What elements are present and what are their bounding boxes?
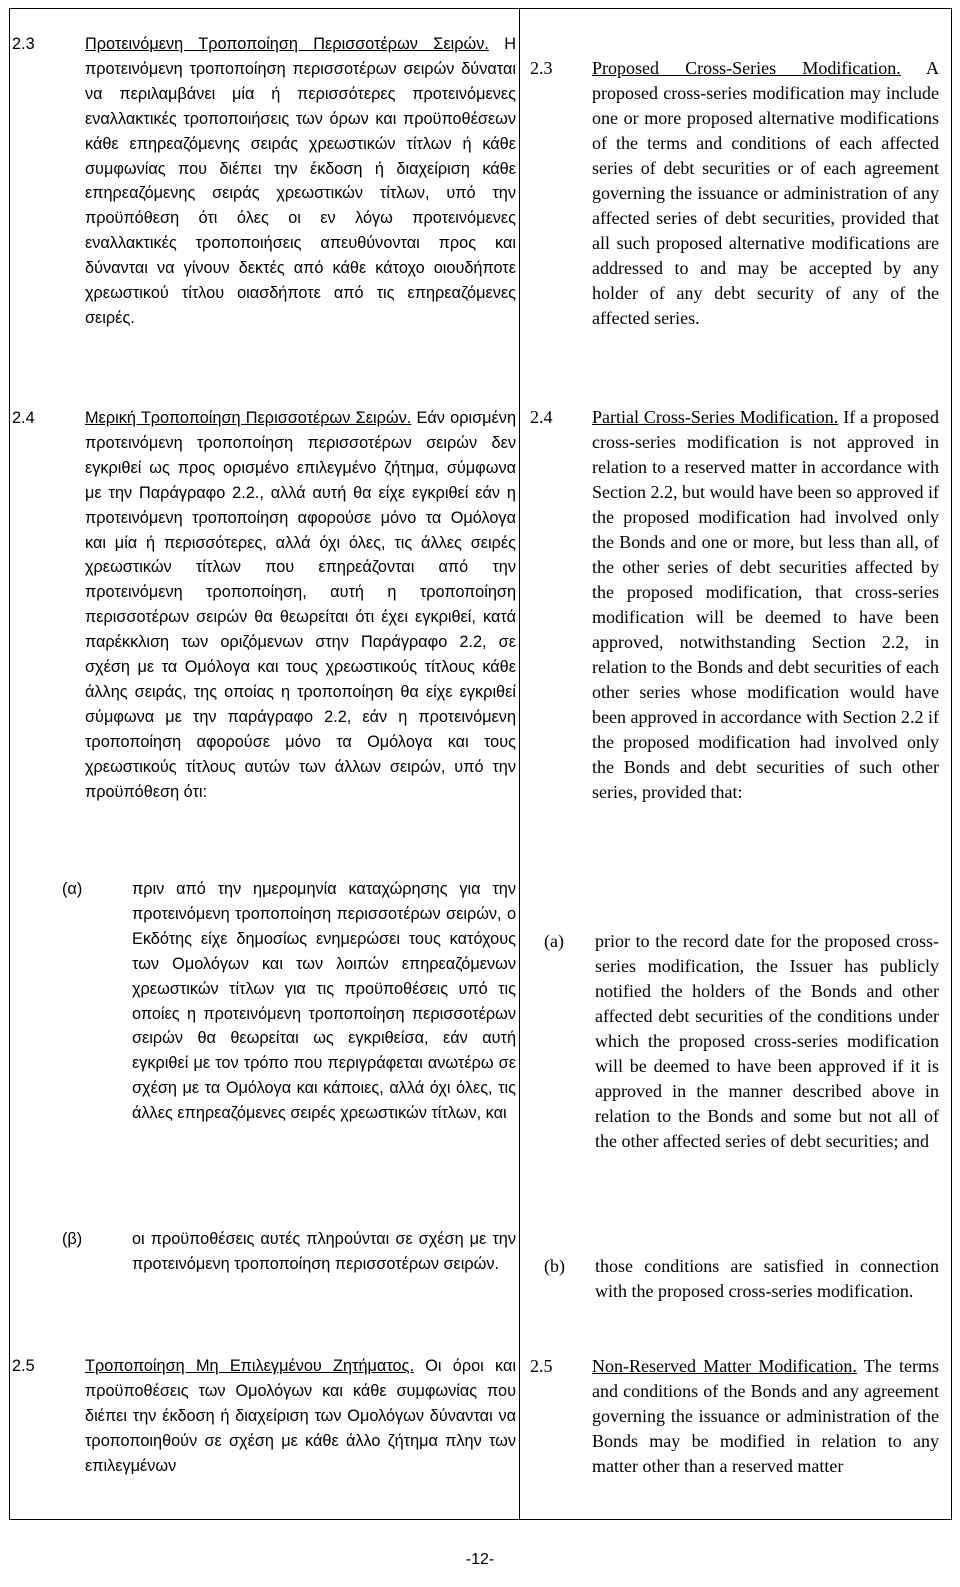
section-text bbox=[85, 1354, 516, 1479]
english-section-2-3 bbox=[530, 56, 939, 331]
item-text: πριν από την ημερομηνία καταχώρησης για την προτεινόμενη τροποποίηση περισσοτέρων σειρών, ο Εκδότης είχε δημοσίως ενημερώσει τους κατόχους των Ομολόγων και των λοιπών επηρεαζόμενων χρεωστικών τίτλων για τις προϋποθέσεις υπό τις οποίες η προτεινόμενη τροποποίηση περισσοτέρων σειρών θα θεωρείται ως εγκριθείσα, εάν αυτή εγκριθεί με τον τρόπο που περιγράφεται ανωτέρω σε σχέση με τα Ομόλογα και κάποιες, αλλά όχι όλες, τις άλλες επηρεαζόμενες σειρές χρεωστικών τίτλων, και bbox=[132, 880, 516, 1123]
greek-item-a bbox=[62, 877, 516, 1126]
greek-section-2-5 bbox=[12, 1354, 516, 1479]
item-label: (β) bbox=[62, 1230, 83, 1248]
item-label: (a) bbox=[544, 931, 564, 951]
section-title: Partial Cross-Series Modification. bbox=[592, 407, 839, 427]
item-text: those conditions are satisfied in connection with the proposed cross-series modification. bbox=[595, 1256, 939, 1301]
greek-item-b bbox=[62, 1227, 516, 1277]
section-text bbox=[592, 56, 939, 331]
section-number: 2.5 bbox=[530, 1356, 553, 1376]
english-section-2-5 bbox=[530, 1354, 939, 1479]
section-number: 2.5 bbox=[12, 1357, 35, 1375]
section-body: A proposed cross-series modification may include one or more proposed alternative modifications of the terms and conditions of each affected series of debt securities or of each agreement governing the issuance or administration of any affected series of debt securities, provided that all such proposed alternative modifications are addressed to and may be accepted by any holder of any debt security of any of the affected series. bbox=[592, 58, 939, 328]
item-text: οι προϋποθέσεις αυτές πληρούνται σε σχέση με την προτεινόμενη τροποποίηση περισσοτέρων σειρών. bbox=[132, 1230, 516, 1273]
english-section-2-4 bbox=[530, 405, 939, 805]
section-body: Η προτεινόμενη τροποποίηση περισσοτέρων σειρών δύναται να περιλαμβάνει μία ή περισσότερες προτεινόμενες εναλλακτικές τροποποιήσεις των όρων και προϋποθέσεων κάθε επηρεαζόμενης σειράς χρεωστικών τίτλων ή κάθε συμφωνίας που διέπει την έκδοση ή διαχείριση κάθε επηρεαζόμενης σειράς χρεωστικών τίτλων, υπό την προϋπόθεση ότι όλες οι εν λόγω προτεινόμενες εναλλακτικές τροποποιήσεις απευθύνονται προς και δύνανται να γίνουν δεκτές από κάθε κάτοχο οιουδήποτε χρεωστικού τίτλου οιασδήποτε από τις επηρεαζόμενες σειρές. bbox=[85, 35, 517, 327]
column-divider bbox=[519, 8, 520, 1520]
section-body: The terms and conditions of the Bonds and any agreement governing the issuance or administration of the Bonds may be modified in relation to any matter other than a reserved matter bbox=[592, 1356, 939, 1476]
page-number: -12- bbox=[465, 1551, 495, 1568]
greek-section-2-3 bbox=[12, 32, 516, 331]
english-item-a bbox=[544, 929, 939, 1154]
section-body: Εάν ορισμένη προτεινόμενη τροποποίηση περισσοτέρων σειρών δεν εγκριθεί ως προς ορισμένο επιλεγμένο ζήτημα, σύμφωνα με την Παράγραφο 2.2., αλλά αυτή θα είχε εγκριθεί εάν η προτεινόμενη τροποποίηση αφορούσε μόνο τα Ομόλογα και μία ή περισσότερες, αλλά όχι όλες, τις άλλες σειρές χρεωστικών τίτλων που επηρεάζονται από την προτεινόμενη τροποποίηση, αυτή η τροποποίηση περισσοτέρων σειρών θα θεωρείται ότι έχει εγκριθεί, κατά παρέκκλιση των οριζόμενων στην Παράγραφο 2.2, σε σχέση με τα Ομόλογα και τους χρεωστικούς τίτλους κάθε άλλης σειράς, της οποίας η τροποποίηση θα είχε εγκριθεί σύμφωνα με την παράγραφο 2.2, εάν η προτεινόμενη τροποποίηση αφορούσε μόνο τα Ομόλογα και τους χρεωστικούς τίτλους αυτών των άλλων σειρών, υπό την προϋπόθεση ότι: bbox=[85, 409, 516, 801]
section-title: Τροποποίηση Μη Επιλεγμένου Ζητήματος. bbox=[85, 1357, 414, 1375]
section-title: Non-Reserved Matter Modification. bbox=[592, 1356, 857, 1376]
item-label: (b) bbox=[544, 1256, 565, 1276]
section-body: If a proposed cross-series modification is not approved in relation to a reserved matter in accordance with Section 2.2, but would have been so approved if the proposed modification had involved only the Bonds and one or more, but less than all, of the other series of debt securities affected by the proposed modification, that cross-series modification will be deemed to have been approved, notwithstanding Section 2.2, in relation to the Bonds and debt securities of each other series whose modification would have been approved in accordance with Section 2.2 if the proposed modification had involved only the Bonds and debt securities of such other series, provided that: bbox=[592, 407, 940, 802]
item-text: prior to the record date for the proposed cross-series modification, the Issuer has publicly notified the holders of the Bonds and other affected debt securities of the conditions under which the proposed cross-series modification will be deemed to have been approved if it is approved in the manner described above in relation to the Bonds and some but not all of the other affected series of debt securities; and bbox=[595, 931, 939, 1151]
section-title: Μερική Τροποποίηση Περισσοτέρων Σειρών. bbox=[85, 409, 412, 427]
section-number: 2.3 bbox=[530, 58, 553, 78]
item-label: (α) bbox=[62, 880, 83, 898]
section-title: Προτεινόμενη Τροποποίηση Περισσοτέρων Σειρών. bbox=[85, 35, 489, 53]
section-body: Οι όροι και προϋποθέσεις των Ομολόγων και κάθε συμφωνίας που διέπει την έκδοση ή διαχείριση των Ομολόγων δύνανται να τροποποιηθούν σε σχέση με κάθε άλλο ζήτημα πλην των επιλεγμένων bbox=[85, 1357, 516, 1475]
section-number: 2.4 bbox=[530, 407, 553, 427]
section-text bbox=[592, 405, 939, 805]
section-title: Proposed Cross-Series Modification. bbox=[592, 58, 901, 78]
greek-section-2-4 bbox=[12, 406, 516, 805]
section-text bbox=[592, 1354, 939, 1479]
section-number: 2.3 bbox=[12, 35, 35, 53]
section-text bbox=[85, 406, 516, 805]
section-text bbox=[85, 32, 516, 331]
english-item-b bbox=[544, 1254, 939, 1304]
section-number: 2.4 bbox=[12, 409, 35, 427]
